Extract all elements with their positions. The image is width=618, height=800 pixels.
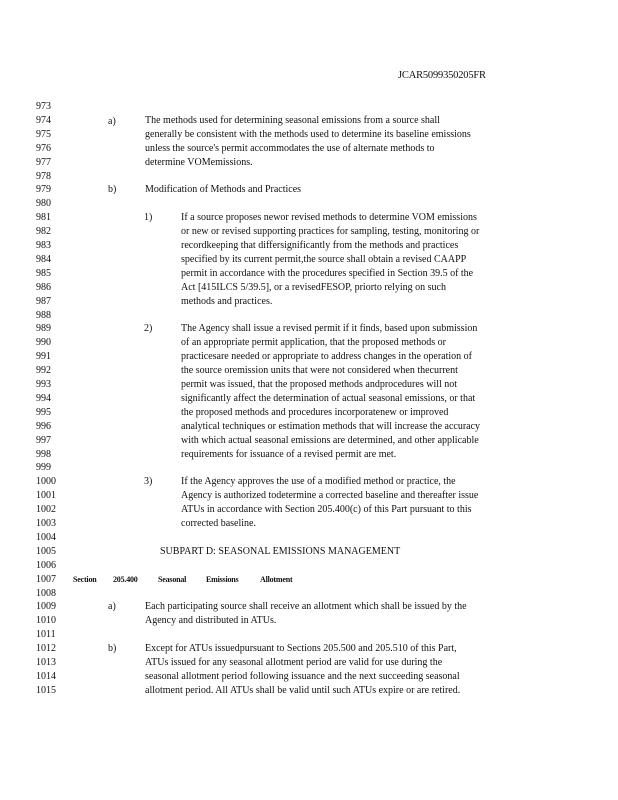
line-number: 1006 — [36, 559, 56, 571]
text-line: Each participating source shall receive an allotment which shall be issued by the — [145, 601, 467, 613]
text-line: Agency and distributed in ATUs. — [145, 615, 277, 627]
text-line: recordkeeping that differsignificantly from the methods and practices — [181, 240, 459, 251]
line-number: 1005 — [36, 545, 56, 557]
text-line: analytical techniques or estimation methods that will increase the accuracy — [181, 420, 481, 432]
text-line: generally be consistent with the methods used to determine its baseline emissions — [145, 128, 471, 140]
line-number: 1007 — [36, 573, 56, 585]
line-number: 985 — [36, 267, 51, 279]
line-number: 986 — [36, 281, 51, 293]
text-line: The methods used for determining seasonal emissions from a source shall — [145, 114, 440, 126]
line-number: 1012 — [36, 643, 56, 655]
text-line: Except for ATUs issuedpursuant to Sections 205.500 and 205.510 of this Part, — [145, 643, 457, 655]
item-label-b-2: b) — [108, 643, 117, 654]
text-line: If the Agency approves the use of a modified method or practice, the — [181, 476, 456, 488]
line-number: 973 — [36, 101, 51, 112]
text-line: Act [415ILCS 5/39.5], or a revisedFESOP, priorto relying on such — [181, 281, 446, 293]
line-number: 975 — [36, 128, 51, 140]
line-number: 1009 — [36, 601, 56, 613]
line-number: 1014 — [36, 670, 56, 682]
subitem-label-1: 1) — [144, 212, 153, 223]
text-line: the source oremission units that were not considered when thecurrent — [181, 365, 458, 377]
line-number: 984 — [36, 253, 51, 265]
text-line: of an appropriate permit application, that the proposed methods or — [181, 337, 446, 349]
line-number: 982 — [36, 226, 51, 238]
section-title-word-2: Emissions — [206, 575, 239, 584]
line-number: 991 — [36, 351, 51, 363]
text-line: Modification of Methods and Practices — [145, 184, 302, 196]
line-number: 1002 — [36, 504, 56, 516]
item-label-b: b) — [108, 184, 117, 195]
line-number: 1011 — [36, 629, 56, 641]
text-line: practicesare needed or appropriate to address changes in the operation of — [181, 351, 472, 363]
section-number: 205.400 — [113, 575, 138, 584]
subitem-label-2: 2) — [144, 323, 153, 334]
text-line: If a source proposes newor revised methods to determine VOM emissions — [181, 212, 477, 224]
text-line: permit in accordance with the procedures specified in Section 39.5 of the — [181, 267, 474, 279]
text-line: significantly affect the determination of actual seasonal emissions, or that — [181, 392, 476, 404]
text-line: the proposed methods and procedures incorporatenew or improved — [181, 406, 449, 418]
item-label-a: a) — [108, 116, 116, 127]
line-number: 1003 — [36, 518, 56, 529]
text-line: seasonal allotment period following issuance and the next succeeding seasonal — [145, 670, 460, 682]
line-number: 1008 — [36, 587, 56, 599]
line-number: 994 — [36, 392, 51, 404]
line-number: 990 — [36, 337, 51, 349]
item-label-a-2: a) — [108, 601, 116, 612]
line-number: 980 — [36, 198, 51, 210]
text-line: methods and practices. — [181, 295, 273, 307]
line-number: 997 — [36, 434, 51, 446]
text-line: corrected baseline. — [181, 518, 256, 529]
text-line: requirements for issuance of a revised permit are met. — [181, 448, 397, 460]
text-line: ATUs in accordance with Section 205.400(c) of this Part pursuant to this — [181, 504, 472, 516]
text-line: or new or revised supporting practices for sampling, testing, monitoring or — [181, 226, 480, 238]
text-line: Agency is authorized todetermine a corrected baseline and thereafter issue — [181, 490, 479, 502]
text-line: The Agency shall issue a revised permit if it finds, based upon submission — [181, 323, 478, 335]
text-line: unless the source's permit accommodates the use of alternate methods to — [145, 142, 435, 154]
text-line: specified by its current permit,the source shall obtain a revised CAAPP — [181, 253, 467, 265]
line-number: 978 — [36, 170, 51, 182]
line-number: 999 — [36, 462, 51, 474]
subitem-label-3: 3) — [144, 476, 153, 487]
line-number: 998 — [36, 448, 51, 460]
text-line: ATUs issued for any seasonal allotment period are valid for use during the — [145, 657, 443, 668]
line-number: 981 — [36, 212, 51, 224]
line-number: 987 — [36, 295, 51, 307]
line-number: 1000 — [36, 476, 56, 488]
text-line: with which actual seasonal emissions are determined, and other applicable — [181, 434, 479, 446]
line-number: 979 — [36, 184, 51, 196]
line-number: 976 — [36, 142, 51, 154]
line-number: 989 — [36, 323, 51, 335]
line-number: 993 — [36, 379, 51, 390]
line-number: 1015 — [36, 684, 56, 696]
line-number: 992 — [36, 365, 51, 377]
line-number: 1004 — [36, 531, 56, 543]
line-number: 1013 — [36, 657, 56, 668]
section-title-word-1: Seasonal — [158, 575, 187, 584]
line-number: 974 — [36, 114, 51, 126]
line-number: 977 — [36, 156, 51, 168]
section-word: Section — [73, 575, 97, 584]
document-code: JCAR5099350205FR — [398, 70, 486, 81]
text-line: allotment period. All ATUs shall be valid until such ATUs expire or are retired. — [145, 684, 461, 696]
text-line: determine VOMemissions. — [145, 156, 253, 168]
line-number: 988 — [36, 309, 51, 321]
line-number: 995 — [36, 406, 51, 418]
subpart-heading: SUBPART D: SEASONAL EMISSIONS MANAGEMENT — [160, 545, 401, 557]
line-number: 1001 — [36, 490, 56, 502]
line-number: 983 — [36, 240, 51, 251]
text-line: permit was issued, that the proposed methods andprocedures will not — [181, 379, 458, 390]
section-title-word-3: Allotment — [260, 575, 293, 584]
line-number: 996 — [36, 420, 51, 432]
line-number: 1010 — [36, 615, 56, 627]
